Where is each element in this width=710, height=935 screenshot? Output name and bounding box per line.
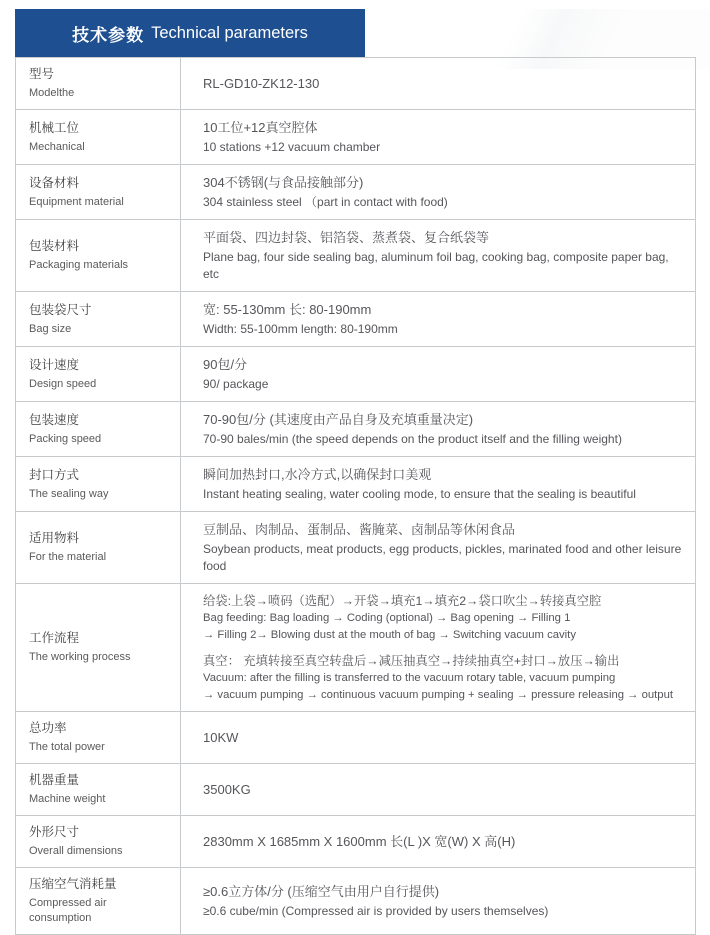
value-line-zh: 给袋:上袋→喷码（选配）→开袋→填充1→填充2→袋口吹尘→转接真空腔: [203, 594, 602, 608]
row-label-zh: 适用物料: [29, 531, 80, 545]
row-value-cell: [181, 58, 696, 110]
row-label-zh: 总功率: [29, 721, 67, 735]
value-line-zh: 304不锈钢(与食品接触部分): [203, 175, 364, 190]
row-label-en: Compressed air consumption: [29, 897, 107, 924]
table-row-overall-dimensions: [16, 816, 696, 868]
table-row-machine-weight: [16, 764, 696, 816]
table-row-model: [16, 58, 696, 110]
value-line-zh: 瞬间加热封口,水冷方式,以确保封口美观: [203, 467, 432, 482]
row-label-en: Overall dimensions: [29, 845, 123, 857]
value-line-en: Vacuum: after the filling is transferred to the vacuum rotary table, vacuum pumping: [203, 672, 616, 684]
row-label-cell: [16, 402, 181, 457]
page-title: [15, 9, 365, 57]
row-label-cell: [16, 712, 181, 764]
row-label-en: The total power: [29, 741, 105, 753]
row-label-zh: 外形尺寸: [29, 825, 80, 839]
technical-parameters-table: [15, 57, 696, 935]
row-label-en: The working process: [29, 651, 131, 663]
table-row-design-speed: [16, 347, 696, 402]
row-value-cell: [181, 816, 696, 868]
value-line-en: Plane bag, four side sealing bag, aluminum foil bag, cooking bag, composite paper bag, etc: [203, 250, 669, 281]
row-value-cell: [181, 220, 696, 292]
value-line: 3500KG: [203, 782, 251, 797]
table-row-working-process: [16, 584, 696, 712]
row-value-cell: [181, 712, 696, 764]
value-line-en: → Filling 2→ Blowing dust at the mouth of bag → Switching vacuum cavity: [203, 628, 576, 641]
value-line-en: ≥0.6 cube/min (Compressed air is provided by users themselves): [203, 904, 549, 918]
row-value-cell: [181, 110, 696, 165]
row-label-en: Mechanical: [29, 140, 85, 153]
row-label-zh: 包装袋尺寸: [29, 302, 92, 317]
row-label-en: The sealing way: [29, 487, 109, 500]
row-label-en: Modelthe: [29, 87, 75, 99]
row-label-cell: [16, 816, 181, 868]
value-line-zh: ≥0.6立方体/分 (压缩空气由用户自行提供): [203, 884, 440, 899]
value-line-en: Bag feeding: Bag loading → Coding (optional) → Bag opening → Filling 1: [203, 612, 571, 624]
value-line-zh: 宽: 55-130mm 长: 80-190mm: [203, 302, 372, 317]
row-label-cell: [16, 457, 181, 512]
table-row-mechanical: [16, 110, 696, 165]
value-line-zh: 豆制品、肉制品、蛋制品、酱腌菜、卤制品等休闲食品: [203, 522, 516, 537]
row-value-cell: [181, 512, 696, 584]
row-value-cell: [181, 457, 696, 512]
page-title-zh: 技术参数: [72, 25, 145, 45]
value-line-en: 304 stainless steel （part in contact with food): [203, 195, 448, 209]
table-row-equipment-material: [16, 165, 696, 220]
row-label-en: Design speed: [29, 377, 97, 390]
table-row-packaging-materials: [16, 220, 696, 292]
row-label-en: Packaging materials: [29, 259, 129, 271]
row-label-cell: [16, 584, 181, 712]
value-line-en: Instant heating sealing, water cooling mode, to ensure that the sealing is beautiful: [203, 487, 636, 501]
value-line-en: 10 stations +12 vacuum chamber: [203, 140, 381, 154]
row-label-zh: 设计速度: [29, 357, 80, 372]
page-title-en: Technical parameters: [151, 23, 308, 42]
row-label-cell: [16, 220, 181, 292]
value-line-zh: 平面袋、四边封袋、铝箔袋、蒸煮袋、复合纸袋等: [203, 230, 490, 245]
row-value-cell: [181, 292, 696, 347]
table-row-packing-speed: [16, 402, 696, 457]
row-value-cell: [181, 868, 696, 935]
row-label-cell: [16, 165, 181, 220]
value-line-en: 90/ package: [203, 377, 269, 391]
row-label-zh: 封口方式: [29, 467, 80, 482]
value-line-en: Width: 55-100mm length: 80-190mm: [203, 322, 398, 336]
row-label-zh: 包装速度: [29, 412, 80, 427]
row-value-cell: [181, 764, 696, 816]
value-line-zh: 真空： 充填转接至真空转盘后→减压抽真空→持续抽真空+封口→放压→输出: [203, 654, 620, 668]
row-value-cell: [181, 165, 696, 220]
row-label-cell: [16, 512, 181, 584]
row-label-zh: 机械工位: [29, 120, 80, 135]
value-line-zh: 90包/分: [203, 357, 248, 372]
value-line: RL-GD10-ZK12-130: [203, 76, 320, 91]
value-line-en: Soybean products, meat products, egg products, pickles, marinated food and other leisure food: [203, 542, 682, 573]
row-label-zh: 工作流程: [29, 631, 80, 645]
row-label-cell: [16, 110, 181, 165]
row-label-cell: [16, 58, 181, 110]
row-label-en: Machine weight: [29, 793, 106, 805]
row-label-zh: 包装材料: [29, 239, 80, 253]
table-row-sealing-way: [16, 457, 696, 512]
table-row-for-the-material: [16, 512, 696, 584]
row-label-cell: [16, 764, 181, 816]
value-line-zh: 70-90包/分 (其速度由产品自身及充填重量决定): [203, 412, 474, 427]
table-row-total-power: [16, 712, 696, 764]
row-label-cell: [16, 292, 181, 347]
row-label-zh: 设备材料: [29, 175, 80, 190]
row-label-en: Equipment material: [29, 195, 124, 208]
row-label-en: Packing speed: [29, 432, 102, 445]
table-row-bag-size: [16, 292, 696, 347]
row-label-en: Bag size: [29, 322, 72, 335]
row-value-cell: [181, 584, 696, 712]
value-line-en: 70-90 bales/min (the speed depends on the product itself and the filling weight): [203, 432, 622, 446]
value-line: 10KW: [203, 730, 239, 745]
value-line-en: → vacuum pumping → continuous vacuum pumping + sealing → pressure releasing → output: [203, 688, 674, 701]
row-label-cell: [16, 868, 181, 935]
row-label-zh: 型号: [29, 67, 55, 81]
table-row-compressed-air: [16, 868, 696, 935]
row-label-cell: [16, 347, 181, 402]
row-value-cell: [181, 402, 696, 457]
row-label-zh: 机器重量: [29, 773, 80, 787]
row-label-zh: 压缩空气消耗量: [29, 877, 117, 891]
row-label-en: For the material: [29, 551, 107, 563]
value-line-zh: 10工位+12真空腔体: [203, 120, 318, 135]
row-value-cell: [181, 347, 696, 402]
value-line: 2830mm X 1685mm X 1600mm 长(L )X 宽(W) X 高(H): [203, 834, 516, 849]
